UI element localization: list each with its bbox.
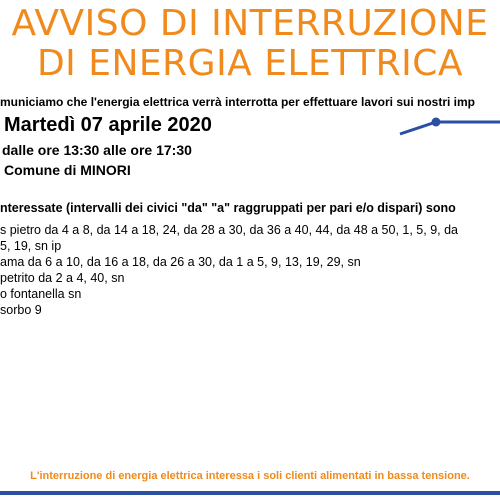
title-line-2: DI ENERGIA ELETTRICA: [36, 43, 464, 84]
interruption-time: dalle ore 13:30 alle ore 17:30: [2, 142, 192, 158]
street-item: s pietro da 4 a 8, da 14 a 18, 24, da 28 a 30, da 36 a 40, 44, da 48 a 50, 1, 5, 9, da: [0, 223, 458, 237]
blue-line-graph-icon: [396, 110, 500, 140]
intro-text: municiamo che l'energia elettrica verrà interrotta per effettuare lavori sui nostri imp: [0, 95, 476, 109]
street-item: sorbo 9: [0, 303, 42, 317]
streets-list: [0, 222, 458, 318]
street-item: petrito da 2 a 4, 40, sn: [0, 271, 125, 285]
street-item: 5, 19, sn ip: [0, 239, 62, 253]
interruption-date: Martedì 07 aprile 2020: [4, 114, 212, 136]
title-line-1: AVVISO DI INTERRUZIONE: [11, 3, 489, 44]
comune-name: Comune di MINORI: [4, 162, 131, 178]
streets-header: nteressate (intervalli dei civici "da" "a" raggruppati per pari e/o dispari) sono: [0, 201, 456, 215]
street-item: ama da 6 a 10, da 16 a 18, da 26 a 30, da 1 a 5, 9, 13, 19, 29, sn: [0, 255, 361, 269]
street-item: o fontanella sn: [0, 287, 82, 301]
footer-note: L'interruzione di energia elettrica interessa i soli clienti alimentati in bassa tensione.: [30, 470, 470, 482]
bottom-divider: [0, 491, 500, 495]
